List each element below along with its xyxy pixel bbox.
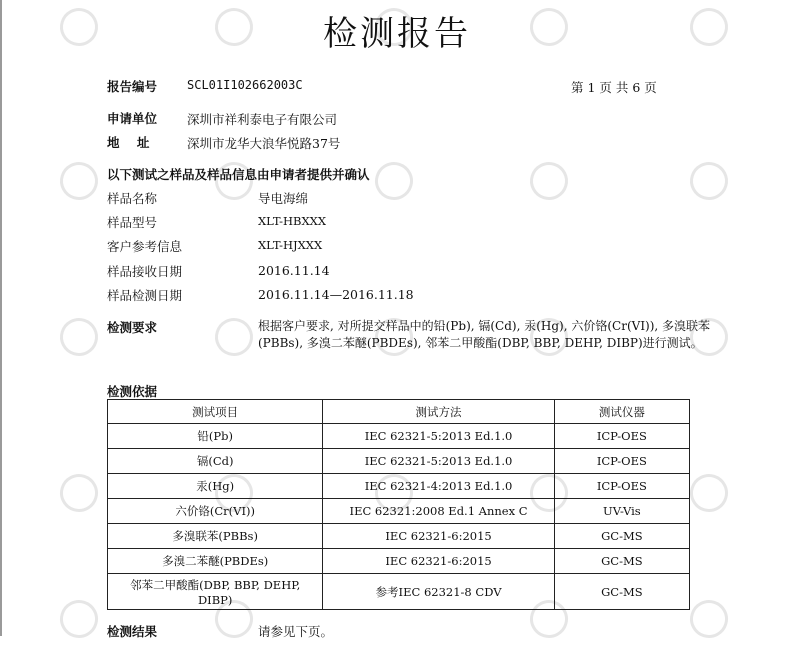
sample-name-label: 样品名称 <box>107 191 158 206</box>
watermark-stamp <box>683 467 734 518</box>
sample-name-value: 导电海绵 <box>258 191 309 206</box>
table-cell-method: IEC 62321-5:2013 Ed.1.0 <box>323 424 554 449</box>
applicant-unit-value: 深圳市祥利泰电子有限公司 <box>187 112 338 127</box>
table-cell-instrument: ICP-OES <box>554 424 689 449</box>
table-cell-instrument: ICP-OES <box>554 449 689 474</box>
table-cell-method: IEC 62321-6:2015 <box>323 549 554 574</box>
sample-model-value: XLT-HBXXX <box>258 214 327 228</box>
table-header-row <box>108 400 690 424</box>
watermark-stamp <box>53 311 104 362</box>
table-cell-item: 多溴二苯醚(PBDEs) <box>108 549 323 574</box>
receive-date-value: 2016.11.14 <box>258 263 330 278</box>
table-row <box>108 499 690 524</box>
table-row <box>108 549 690 574</box>
watermark-stamp <box>53 467 104 518</box>
table-header-method: 测试方法 <box>323 400 554 424</box>
table-cell-item: 汞(Hg) <box>108 474 323 499</box>
table-cell-instrument: GC-MS <box>554 524 689 549</box>
table-row <box>108 524 690 549</box>
table-cell-item: 多溴联苯(PBBs) <box>108 524 323 549</box>
customer-ref-value: XLT-HJXXX <box>258 238 323 252</box>
watermark-stamp <box>208 311 259 362</box>
table-cell-method: 参考IEC 62321-8 CDV <box>323 574 554 610</box>
table-cell-instrument: ICP-OES <box>554 474 689 499</box>
table-header-item: 测试项目 <box>108 400 323 424</box>
requirement-label: 检测要求 <box>107 320 158 335</box>
table-cell-instrument: GC-MS <box>554 549 689 574</box>
sample-model-label: 样品型号 <box>107 215 158 230</box>
receive-date-label: 样品接收日期 <box>107 264 183 279</box>
customer-ref-label: 客户参考信息 <box>107 239 183 254</box>
sample-section-heading: 以下测试之样品及样品信息由申请者提供并确认 <box>107 167 370 182</box>
table-cell-method: IEC 62321:2008 Ed.1 Annex C <box>323 499 554 524</box>
watermark-stamp <box>683 155 734 206</box>
watermark-stamp <box>368 155 419 206</box>
page-title: 检测报告 <box>323 14 471 54</box>
table-header-instrument: 测试仪器 <box>554 400 689 424</box>
table-cell-instrument: GC-MS <box>554 574 689 610</box>
result-value: 请参见下页。 <box>258 624 334 639</box>
watermark-stamp <box>53 593 104 644</box>
table-cell-instrument: UV-Vis <box>554 499 689 524</box>
table-cell-method: IEC 62321-5:2013 Ed.1.0 <box>323 449 554 474</box>
table-row <box>108 474 690 499</box>
table-cell-item: 邻苯二甲酸酯(DBP, BBP, DEHP, DIBP) <box>108 574 323 610</box>
watermark-stamp <box>683 593 734 644</box>
watermark-stamp <box>523 155 574 206</box>
test-date-label: 样品检测日期 <box>107 288 183 303</box>
table-cell-item: 铅(Pb) <box>108 424 323 449</box>
result-label: 检测结果 <box>107 624 158 639</box>
page-info: 第 1 页 共 6 页 <box>571 80 657 95</box>
applicant-address-label: 地 址 <box>107 135 150 150</box>
table-row <box>108 424 690 449</box>
table-row <box>108 449 690 474</box>
table-cell-method: IEC 62321-6:2015 <box>323 524 554 549</box>
table-row <box>108 574 690 610</box>
page-edge <box>0 0 2 636</box>
applicant-address-value: 深圳市龙华大浪华悦路37号 <box>187 136 341 151</box>
table-cell-method: IEC 62321-4:2013 Ed.1.0 <box>323 474 554 499</box>
requirement-text: 根据客户要求, 对所提交样品中的铅(Pb), 镉(Cd), 汞(Hg), 六价铬(Cr(VI)), 多溴联苯(PBBs), 多溴二苯醚(PBDEs), 邻苯二甲酸酯(DBP, BBP, DEHP, DIBP)进行测试。 <box>258 319 711 350</box>
basis-label: 检测依据 <box>107 384 158 399</box>
table-cell-item: 镉(Cd) <box>108 449 323 474</box>
basis-table <box>107 399 690 610</box>
report-number-value: SCL01I102662003C <box>187 78 303 92</box>
test-date-value: 2016.11.14—2016.11.18 <box>258 287 414 302</box>
report-number-label: 报告编号 <box>107 79 158 94</box>
applicant-unit-label: 申请单位 <box>107 111 158 126</box>
watermark-stamp <box>53 155 104 206</box>
table-cell-item: 六价铬(Cr(VI)) <box>108 499 323 524</box>
